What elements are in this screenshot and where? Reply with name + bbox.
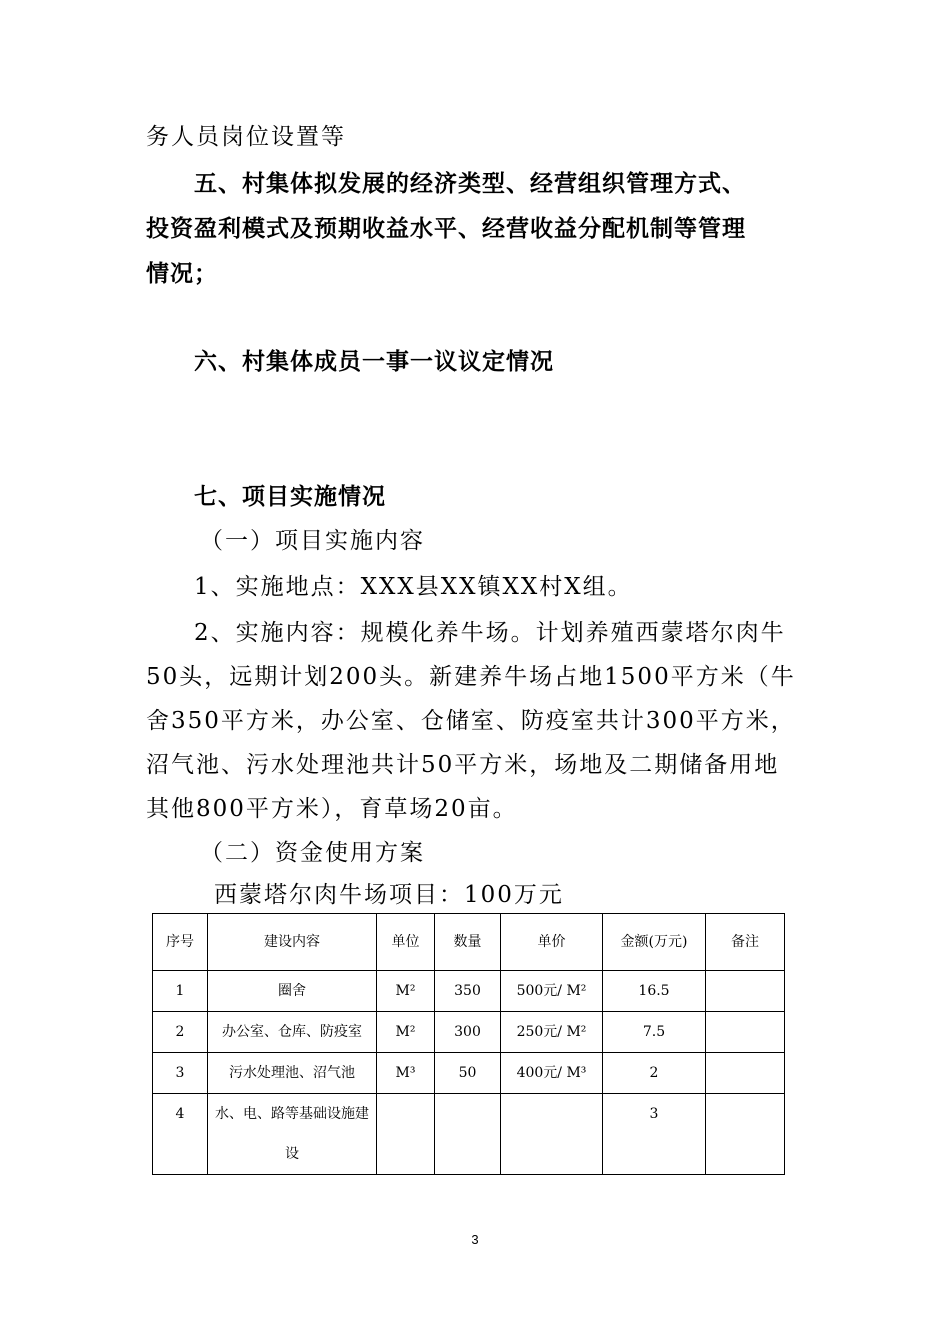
section-heading-5: 五、村集体拟发展的经济类型、经营组织管理方式、 — [194, 171, 746, 197]
cell-quantity: 350 — [435, 971, 501, 1012]
header-unit: 单位 — [377, 914, 435, 971]
cell-content: 水、电、路等基础设施建设 — [208, 1094, 377, 1175]
paragraph-content-cont: 舍350平方米，办公室、仓储室、防疫室共计300平方米， — [146, 708, 796, 734]
section-heading-7: 七、项目实施情况 — [194, 484, 386, 510]
cell-quantity: 50 — [435, 1053, 501, 1094]
section-heading-6: 六、村集体成员一事一议议定情况 — [194, 349, 554, 375]
cell-unit: M² — [377, 1012, 435, 1053]
subsection-heading-2: （二）资金使用方案 — [200, 840, 425, 866]
paragraph-content-cont: 50头，远期计划200头。新建养牛场占地1500平方米（牛 — [146, 664, 796, 690]
cell-remarks — [706, 1094, 785, 1175]
cell-amount: 2 — [603, 1053, 706, 1094]
cell-unit-price: 400元/ M³ — [501, 1053, 603, 1094]
cell-remarks — [706, 1012, 785, 1053]
header-unit-price: 单价 — [501, 914, 603, 971]
table-row — [153, 1094, 785, 1175]
table-caption: 西蒙塔尔肉牛场项目：100万元 — [214, 882, 564, 908]
cell-content: 污水处理池、沼气池 — [208, 1053, 377, 1094]
cell-unit — [377, 1094, 435, 1175]
header-quantity: 数量 — [435, 914, 501, 971]
header-amount: 金额(万元) — [603, 914, 706, 971]
table-row — [153, 1012, 785, 1053]
section-heading-5-cont: 投资盈利模式及预期收益水平、经营收益分配机制等管理 — [146, 216, 746, 242]
table-header-row — [153, 914, 785, 971]
cell-unit-price: 500元/ M² — [501, 971, 603, 1012]
cell-remarks — [706, 1053, 785, 1094]
cell-unit: M³ — [377, 1053, 435, 1094]
cell-quantity — [435, 1094, 501, 1175]
cell-seq: 1 — [153, 971, 208, 1012]
table-row — [153, 1053, 785, 1094]
cell-amount: 7.5 — [603, 1012, 706, 1053]
section-heading-5-cont: 情况； — [146, 261, 218, 287]
cell-unit: M² — [377, 971, 435, 1012]
cell-content: 圈舍 — [208, 971, 377, 1012]
table-row — [153, 971, 785, 1012]
paragraph-content-cont: 其他800平方米），育草场20亩。 — [146, 796, 518, 822]
cell-unit-price — [501, 1094, 603, 1175]
cell-content: 办公室、仓库、防疫室 — [208, 1012, 377, 1053]
page-number: 3 — [471, 1232, 479, 1247]
cell-seq: 2 — [153, 1012, 208, 1053]
header-content: 建设内容 — [208, 914, 377, 971]
budget-table — [152, 913, 785, 1175]
cell-amount: 16.5 — [603, 971, 706, 1012]
header-seq: 序号 — [153, 914, 208, 971]
cell-seq: 4 — [153, 1094, 208, 1175]
paragraph-location: 1、实施地点：XXX县XX镇XX村X组。 — [194, 574, 633, 600]
subsection-heading-1: （一）项目实施内容 — [200, 528, 425, 554]
cell-unit-price: 250元/ M² — [501, 1012, 603, 1053]
header-remarks: 备注 — [706, 914, 785, 971]
cell-seq: 3 — [153, 1053, 208, 1094]
cell-remarks — [706, 971, 785, 1012]
cell-amount: 3 — [603, 1094, 706, 1175]
text-line: 务人员岗位设置等 — [146, 124, 346, 150]
paragraph-content-cont: 沼气池、污水处理池共计50平方米，场地及二期储备用地 — [146, 752, 780, 778]
cell-quantity: 300 — [435, 1012, 501, 1053]
paragraph-content: 2、实施内容：规模化养牛场。计划养殖西蒙塔尔肉牛 — [194, 620, 786, 646]
